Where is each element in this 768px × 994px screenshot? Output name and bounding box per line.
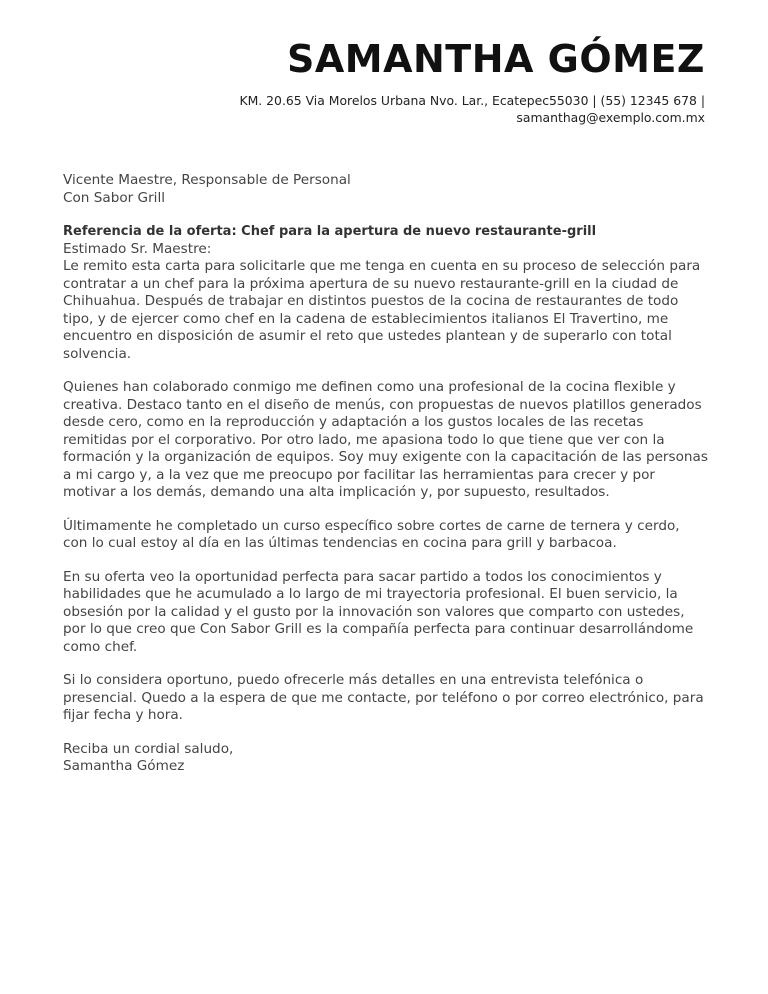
signature-name: Samantha Gómez <box>63 758 185 774</box>
job-reference: Referencia de la oferta: Chef para la apertura de nuevo restaurante-grill <box>63 224 597 239</box>
recipient-block <box>63 172 708 207</box>
address-line: KM. 20.65 Via Morelos Urbana Nvo. Lar., Ecatepec55030 | (55) 12345 678 | <box>239 93 705 108</box>
paragraph-motivation: En su oferta veo la oportunidad perfecta para sacar partido a todos los conocimientos y habilidades que he acumulado a lo largo de mi trayectoria profesional. El buen servicio, la obsesión por la calidad y el gusto por la innovación son valores que comparto con ustedes, por lo que creo que Con Sabor Grill es la compañía perfecta para continuar desarrollándome como chef. <box>63 568 694 655</box>
recipient-company: Con Sabor Grill <box>63 189 166 206</box>
recipient-name: Vicente Maestre, Responsable de Personal <box>63 172 351 188</box>
closing: Reciba un cordial saludo, <box>63 740 234 757</box>
contact-block <box>185 92 705 126</box>
paragraph-intro: Le remito esta carta para solicitarle que me tenga en cuenta en su proceso de selección para contratar a un chef para la próxima apertura de su nuevo restaurante-grill en la ciudad de Chihuahua. Después de trabajar en distintos puestos de la cocina de restaurantes de todo tipo, y de ejercer como chef en la cadena de establecimientos italianos El Travertino, me encuentro en disposición de asumir el reto que ustedes plantean y de superarlo con total solvencia. <box>63 258 701 362</box>
paragraph-profile: Quienes han colaborado conmigo me definen como una profesional de la cocina flexible y creativa. Destaco tanto en el diseño de menús, con propuestas de nuevos platillos generados desde cero, como en la reproducción y adaptación a los gustos locales de las recetas remitidas por el corporativo. Por otro lado, me apasiona todo lo que tiene que ver con la formación y la organización de equipos. Soy muy exigente con la capacitación de las personas a mi cargo y, a la vez que me preocupo por facilitar las herramientas para crecer y por motivar a los demás, demando una alta implicación y, por supuesto, resultados. <box>63 379 708 500</box>
paragraph-training: Últimamente he completado un curso específico sobre cortes de carne de ternera y cerdo, con lo cual estoy al día en las últimas tendencias en cocina para grill y barbacoa. <box>63 517 680 551</box>
letter-body <box>63 172 708 776</box>
salutation: Estimado Sr. Maestre: <box>63 240 212 257</box>
sender-name: SAMANTHA GÓMEZ <box>287 37 705 81</box>
email-address: samanthag@exemplo.com.mx <box>516 110 705 125</box>
paragraph-availability: Si lo considera oportuno, puedo ofrecerle más detalles en una entrevista telefónica o presencial. Quedo a la espera de que me contacte, por teléfono o por correo electrónico, para fijar fecha y hora. <box>63 672 704 723</box>
